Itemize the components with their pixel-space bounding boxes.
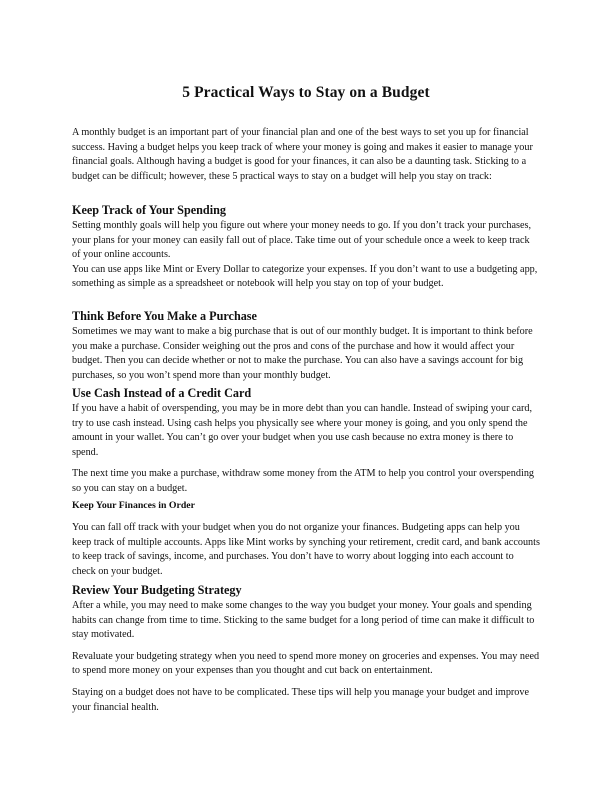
section-heading: Think Before You Make a Purchase	[72, 309, 257, 323]
section-paragraph: If you have a habit of overspending, you may be in more debt than you can handle. Instead of swiping your card, try to use cash instead. Using cash helps you physically see where your money is going, and you only spend the amount in your wallet. You can’t go over your budget when you use cash because no extra money is there to spend.	[72, 403, 533, 458]
section-paragraph: Staying on a budget does not have to be complicated. These tips will help you manage your budget and improve your financial health.	[72, 686, 530, 713]
section-paragraph: You can fall off track with your budget when you do not organize your finances. Budgeting apps can help you keep track of multiple accounts. Apps like Mint works by synching your retirement, credit card, and bank accounts to keep track of savings, income, and purchases. You don’t have to worry about logging into each account to check on your budget.	[72, 522, 540, 577]
section-finances-in-order	[72, 499, 540, 579]
intro-paragraph: A monthly budget is an important part of your financial plan and one of the best ways to set you up for financial success. Having a budget helps you keep track of where your money is going and makes it easier to manage your financial goals. Although having a budget is good for your finances, it can also be a daunting task. Sticking to a budget can be difficult; however, these 5 practical ways to stay on a budget will help you stay on track:	[72, 127, 533, 182]
section-review-strategy	[72, 583, 540, 715]
intro-block	[72, 126, 540, 184]
section-think-before-purchase	[72, 309, 540, 383]
section-paragraph: Sometimes we may want to make a big purchase that is out of our monthly budget. It is important to think before you make a purchase. Consider weighing out the pros and cons of the purchase and how it would affect your budget. Then you can decide whether or not to make the purchase. You can also have a savings account for big purchases, so you won’t spend more than your monthly budget.	[72, 326, 533, 381]
section-paragraph: The next time you make a purchase, withdraw some money from the ATM to help you control your overspending so you can stay on a budget.	[72, 468, 535, 494]
section-use-cash	[72, 386, 540, 497]
section-paragraph: Revaluate your budgeting strategy when you need to spend more money on groceries and expenses. You may need to spend more money on your expenses than you thought and cut back on entertainment.	[72, 650, 540, 677]
section-track-spending	[72, 203, 540, 292]
section-heading: Use Cash Instead of a Credit Card	[72, 386, 252, 400]
section-paragraph: After a while, you may need to make some changes to the way you budget your money. Your goals and spending habits can change from time to time. Sticking to the same budget for a long period of time can make it difficult to stay motivated.	[72, 600, 535, 641]
section-heading: Keep Track of Your Spending	[72, 203, 226, 217]
section-paragraph: You can use apps like Mint or Every Dollar to categorize your expenses. If you don’t want to use a budgeting app, something as simple as a spreadsheet or notebook will help you stay on top of your budget.	[72, 263, 538, 290]
section-heading: Keep Your Finances in Order	[72, 500, 196, 511]
page-title: 5 Practical Ways to Stay on a Budget	[182, 84, 430, 101]
section-paragraph: Setting monthly goals will help you figure out where your money needs to go. If you don’t track your purchases, your plans for your money can easily fall out of place. Take time out of your schedule once a week to keep track of your online accounts.	[72, 220, 532, 261]
section-heading: Review Your Budgeting Strategy	[72, 583, 242, 597]
